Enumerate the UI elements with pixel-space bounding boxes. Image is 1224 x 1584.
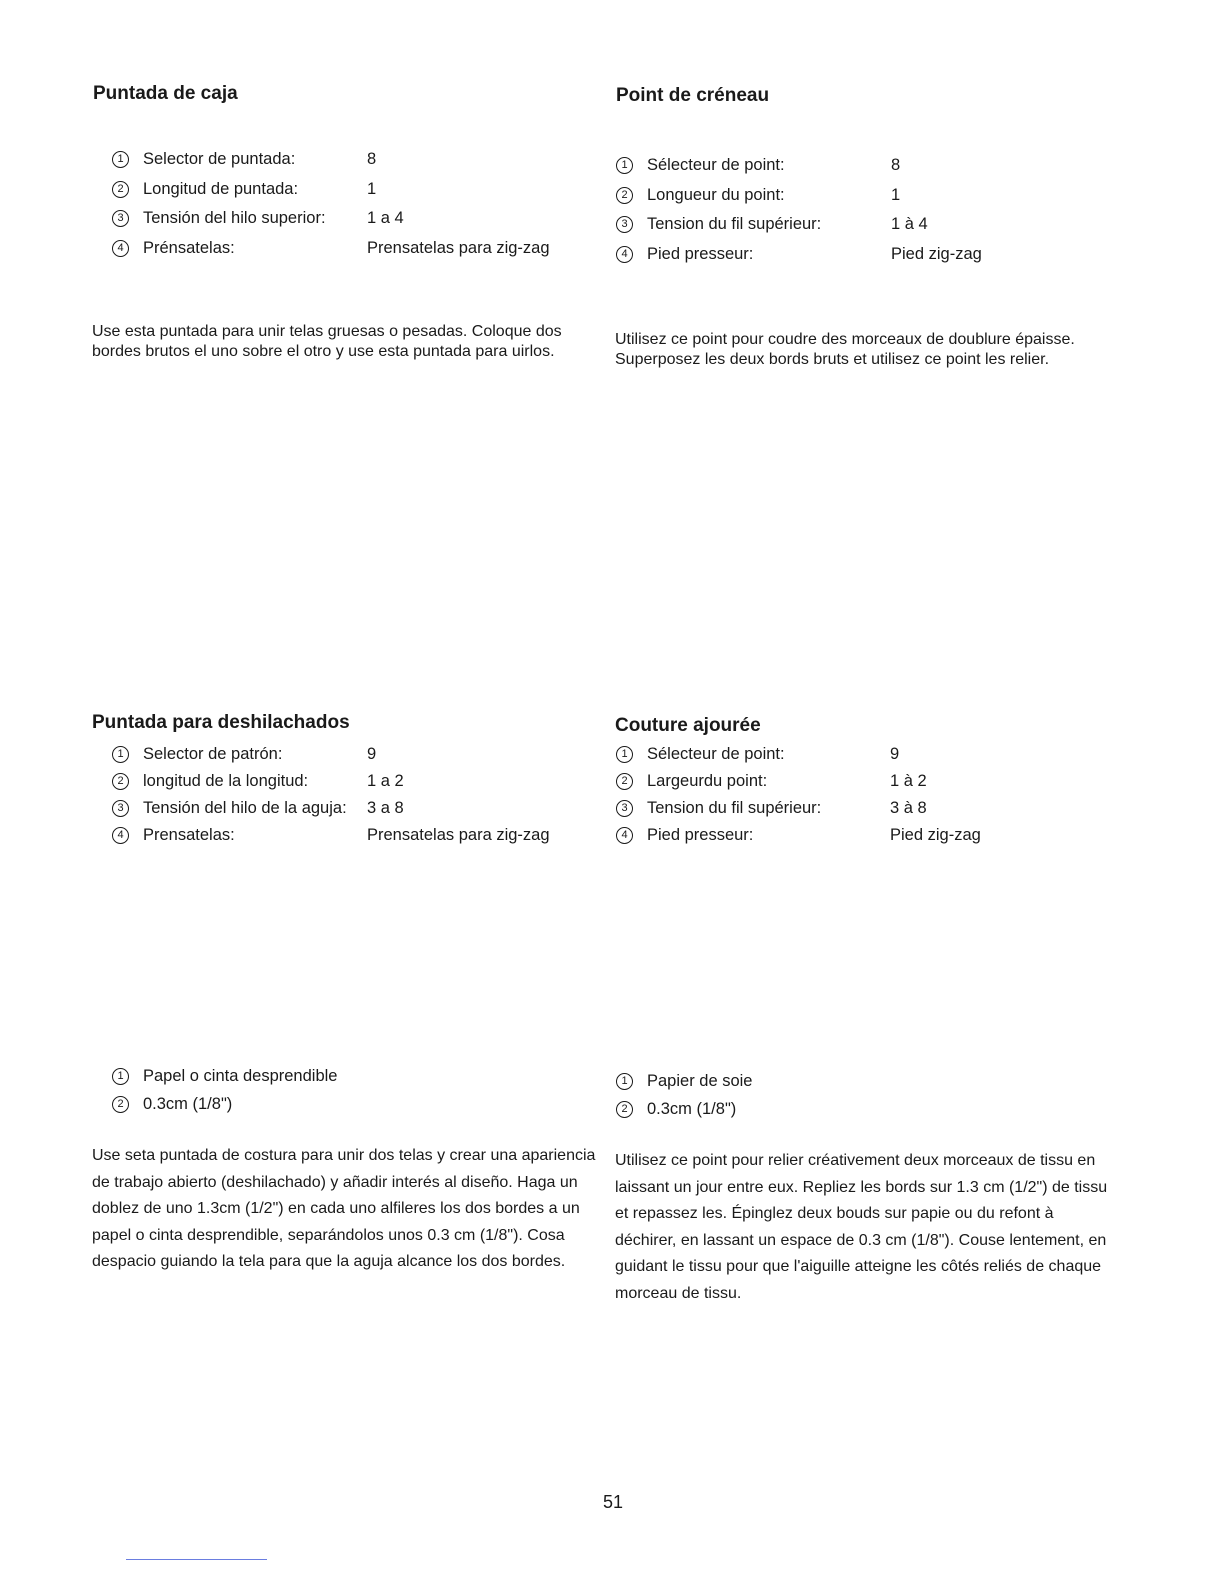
settings-list-couture-ajouree — [616, 741, 981, 849]
circled-number-icon: 3 — [112, 210, 129, 227]
settings-row — [112, 795, 550, 822]
setting-label: Pied presseur: — [647, 244, 754, 263]
legend-list-couture-ajouree — [616, 1067, 753, 1123]
settings-row — [112, 768, 550, 795]
settings-row — [616, 151, 982, 181]
circled-number-icon: 2 — [616, 187, 633, 204]
settings-row — [616, 795, 981, 822]
settings-row — [112, 175, 550, 205]
setting-label: Selector de puntada: — [143, 150, 296, 169]
setting-label: Sélecteur de point: — [647, 745, 785, 763]
circled-number-icon: 1 — [112, 746, 129, 763]
circled-number-icon: 4 — [112, 827, 129, 844]
circled-number-icon: 4 — [616, 246, 633, 263]
settings-row — [616, 822, 981, 849]
circled-number-icon: 1 — [112, 1068, 129, 1085]
legend-item — [616, 1067, 753, 1095]
page-number: 51 — [603, 1492, 624, 1512]
setting-label: Tension du fil supérieur: — [647, 799, 822, 817]
circled-number-icon: 2 — [112, 1096, 129, 1113]
circled-number-icon: 4 — [112, 240, 129, 257]
settings-row — [616, 210, 982, 240]
setting-label: Tension du fil supérieur: — [647, 215, 822, 234]
settings-row — [112, 234, 550, 264]
settings-row — [616, 181, 982, 211]
settings-list-puntada-para-deshilachados — [112, 741, 550, 849]
circled-number-icon: 2 — [112, 181, 129, 198]
description-couture-ajouree: Utilisez ce point pour relier créativement deux morceaux de tissu en laissant un jour entre eux. Repliez les bords sur 1.3 cm (1/2") de tissu et repassez les. Épinglez deux bouds sur papie ou du refont à déchirer, en lassant un espace de 0.3 cm (1/8"). Couse lentement, en guidant le tissu pour que l'aiguille atteigne les côtés reliés de chaque morceau de tissu. — [615, 1152, 1108, 1302]
setting-value: 9 — [367, 745, 377, 763]
settings-row — [616, 240, 982, 270]
circled-number-icon: 3 — [616, 800, 633, 817]
setting-value: Prensatelas para zig-zag — [367, 826, 550, 844]
setting-value: 1 a 2 — [367, 772, 404, 790]
setting-label: Prénsatelas: — [143, 238, 235, 257]
setting-value: 1 à 4 — [891, 215, 928, 234]
circled-number-icon: 4 — [616, 827, 633, 844]
section-title-puntada-de-caja: Puntada de caja — [93, 83, 238, 104]
settings-row — [112, 145, 550, 175]
circled-number-icon: 1 — [616, 157, 633, 174]
settings-row — [112, 822, 550, 849]
setting-label: Pied presseur: — [647, 826, 754, 844]
settings-row — [112, 741, 550, 768]
setting-value: 8 — [891, 156, 901, 175]
circled-number-icon: 2 — [112, 773, 129, 790]
circled-number-icon: 3 — [112, 800, 129, 817]
circled-number-icon: 2 — [616, 773, 633, 790]
setting-label: Largeurdu point: — [647, 772, 768, 790]
setting-label: Longitud de puntada: — [143, 179, 299, 198]
legend-item — [616, 1095, 753, 1123]
setting-value: 8 — [367, 150, 377, 169]
description-puntada-para-deshilachados: Use seta puntada de costura para unir dos telas y crear una apariencia de trabajo abierto (deshilachado) y añadir interés al diseño. Haga un doblez de uno 1.3cm (1/2") en cada uno alfileres los dos bordes a un papel o cinta desprendible, separándolos unos 0.3 cm (1/8"). Cosa despacio guiando la tela para que la aguja alcance los dos bordes. — [92, 1147, 596, 1270]
setting-value: 3 à 8 — [890, 799, 927, 817]
legend-label: 0.3cm (1/8") — [647, 1099, 737, 1118]
legend-list-puntada-para-deshilachados — [112, 1062, 337, 1118]
setting-value: 1 a 4 — [367, 209, 404, 228]
legend-label: 0.3cm (1/8") — [143, 1094, 233, 1113]
setting-value: 3 a 8 — [367, 799, 404, 817]
settings-row — [616, 768, 981, 795]
description-puntada-de-caja: Use esta puntada para unir telas gruesas o pesadas. Coloque dos bordes brutos el uno sobre el otro y use esta puntada para uirlos. — [92, 323, 562, 360]
setting-value: 1 — [891, 185, 901, 204]
legend-label: Papel o cinta desprendible — [143, 1066, 338, 1085]
circled-number-icon: 2 — [616, 1101, 633, 1118]
setting-value: 9 — [890, 745, 900, 763]
setting-value: 1 — [367, 179, 377, 198]
circled-number-icon: 1 — [616, 1073, 633, 1090]
circled-number-icon: 3 — [616, 216, 633, 233]
legend-item — [112, 1090, 337, 1118]
setting-value: Pied zig-zag — [890, 826, 981, 844]
setting-value: Prensatelas para zig-zag — [367, 238, 550, 257]
setting-value: Pied zig-zag — [891, 244, 982, 263]
circled-number-icon: 1 — [112, 151, 129, 168]
setting-label: Tensión del hilo superior: — [143, 209, 326, 228]
setting-label: Tensión del hilo de la aguja: — [143, 799, 347, 817]
setting-value: 1 à 2 — [890, 772, 927, 790]
setting-label: Sélecteur de point: — [647, 156, 785, 175]
setting-label: longitud de la longitud: — [143, 772, 309, 790]
settings-row — [616, 741, 981, 768]
settings-list-point-de-creneau — [616, 151, 982, 269]
settings-row — [112, 204, 550, 234]
legend-item — [112, 1062, 337, 1090]
footer-divider — [126, 1559, 267, 1560]
circled-number-icon: 1 — [616, 746, 633, 763]
description-point-de-creneau: Utilisez ce point pour coudre des morceaux de doublure épaisse. Superposez les deux bords bruts et utilisez ce point les relier. — [615, 331, 1075, 368]
settings-list-puntada-de-caja — [112, 145, 550, 263]
setting-label: Prensatelas: — [143, 826, 235, 844]
setting-label: Longueur du point: — [647, 185, 785, 204]
section-title-point-de-creneau: Point de créneau — [616, 85, 770, 106]
legend-label: Papier de soie — [647, 1071, 753, 1090]
section-title-couture-ajouree: Couture ajourée — [615, 715, 761, 736]
setting-label: Selector de patrón: — [143, 745, 283, 763]
section-title-puntada-para-deshilachados: Puntada para deshilachados — [92, 712, 350, 733]
